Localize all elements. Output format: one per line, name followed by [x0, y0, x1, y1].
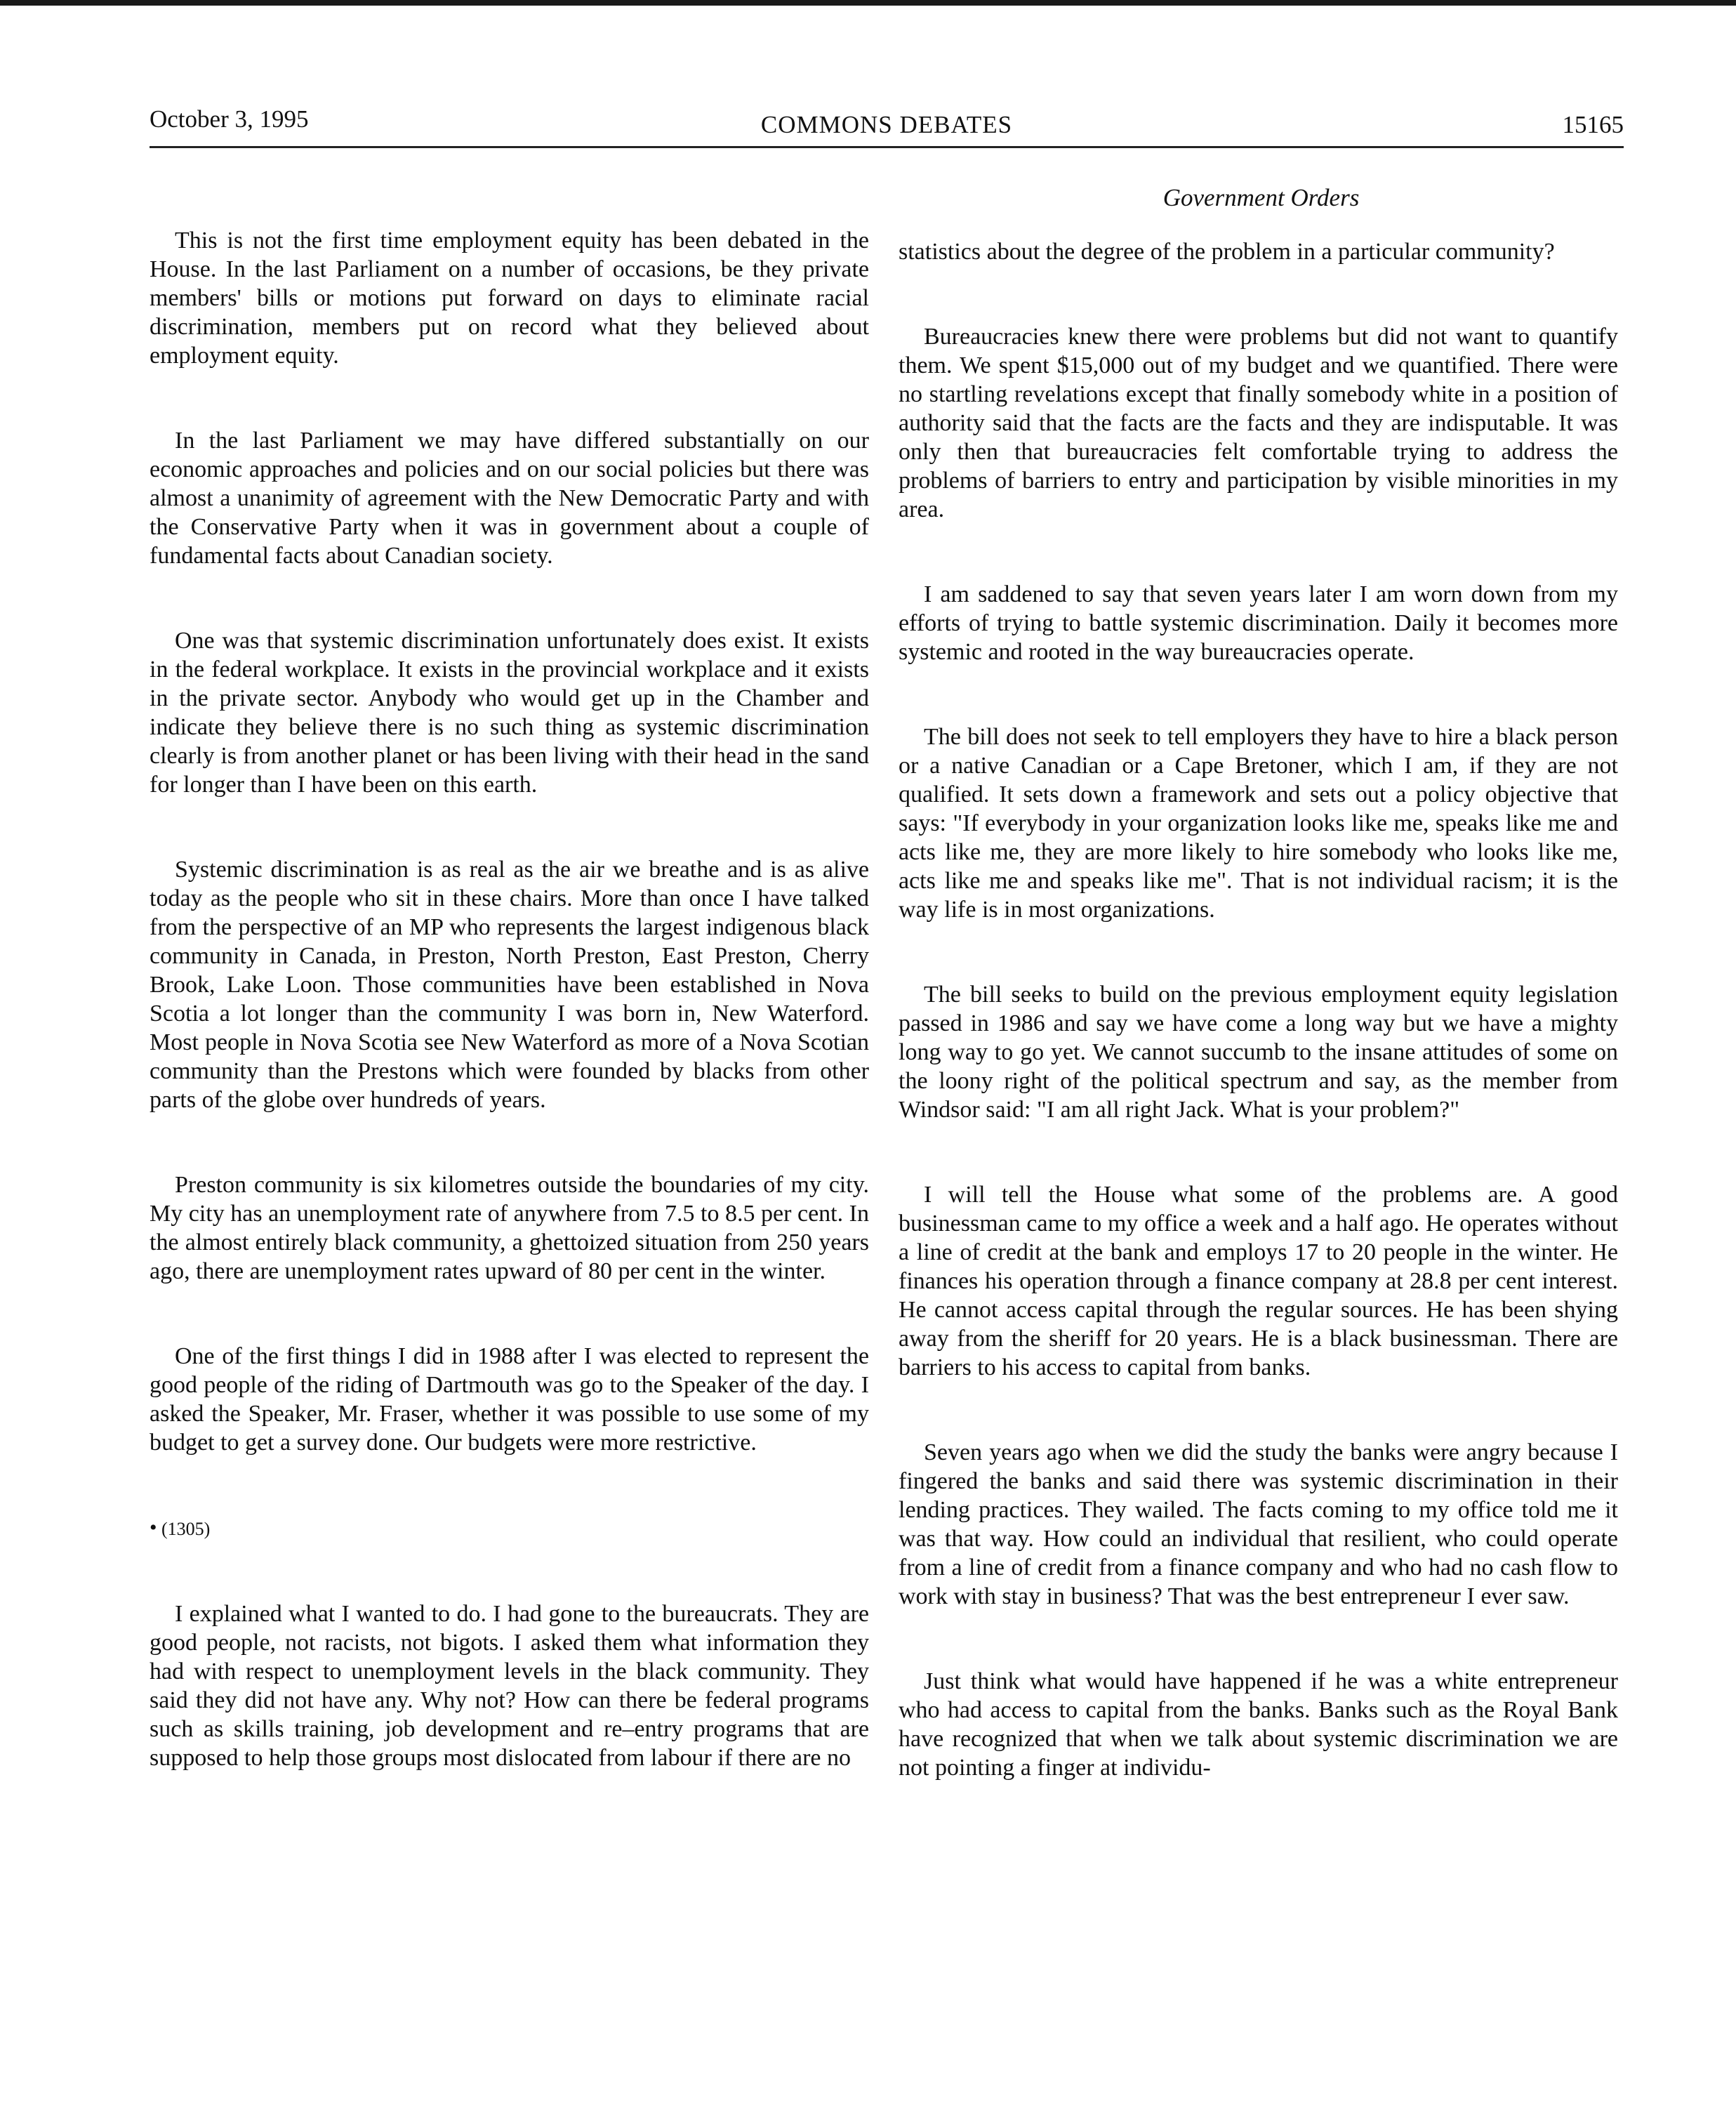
paragraph: I explained what I wanted to do. I had gone to the bureaucrats. They are good people, not racists, not bigots. I asked them what information they had with respect to unemployment levels in the black community. They said they did not have any. Why not? How can there be federal programs such as skills training, job development and re–entry programs that are supposed to help those groups most dislocated from labour if there are no: [150, 1601, 869, 1771]
header-date: October 3, 1995: [150, 105, 309, 133]
paragraph: The bill seeks to build on the previous employment equity legislation passed in 1986 and say we have come a long way but we have a mighty long way to go yet. We cannot succumb to the insane attitudes of some on the loony right of the political spectrum and say, as the member from Windsor said: "I am all right Jack. What is your problem?": [899, 982, 1618, 1123]
paragraph: Systemic discrimination is as real as the air we breathe and is as alive today as the people who sit in these chairs. More than once I have talked from the perspective of an MP who represents the largest indigenous black community in Canada, in Preston, North Preston, East Preston, Cherry Brook, Lake Loon. Those communities have been established in Nova Scotia a lot longer than the community I was born in, New Waterford. Most people in Nova Scotia see New Waterford as more of a Nova Scotian community than the Prestons which were founded by blacks from other parts of the globe over hundreds of years.: [150, 857, 869, 1113]
page-header: [150, 105, 1624, 147]
timestamp-text: (1305): [161, 1519, 211, 1539]
paragraph-continuation: statistics about the degree of the problem in a particular community?: [899, 239, 1555, 265]
page-top-edge: [0, 0, 1736, 6]
header-rule: [150, 146, 1624, 148]
paragraph: In the last Parliament we may have differed substantially on our economic approaches and policies and on our social policies but there was almost a unanimity of agreement with the New Democratic Party and with the Conservative Party when it was in government about a couple of fundamental facts about Canadian society.: [150, 428, 869, 569]
bullet-icon: •: [150, 1516, 157, 1539]
paragraph: Preston community is six kilometres outside the boundaries of my city. My city has an unemployment rate of anywhere from 7.5 to 8.5 per cent. In the almost entirely black community, a ghettoized situation from 250 years ago, there are unemployment rates upward of 80 per cent in the winter.: [150, 1172, 869, 1284]
header-page-number: 15165: [1562, 111, 1624, 138]
paragraph: I will tell the House what some of the problems are. A good businessman came to my office a week and a half ago. He operates without a line of credit at the bank and employs 17 to 20 people in the winter. He finances his operation through a finance company at 28.8 per cent interest. He cannot access capital through the regular sources. He has been shying away from the sheriff for 20 years. He is a black businessman. There are barriers to his access to capital from banks.: [899, 1182, 1618, 1380]
paragraph: The bill does not seek to tell employers they have to hire a black person or a native Canadian or a Cape Bretoner, which I am, if they are not qualified. It sets down a framework and sets out a policy objective that says: "If everybody in your organization looks like me, speaks like me and acts like me, they are more likely to hire somebody who looks like me, acts like me and speaks like me". That is not individual racism; it is the way life is in most organizations.: [899, 724, 1618, 923]
section-title: Government Orders: [1162, 184, 1360, 211]
timestamp: [150, 1513, 869, 1543]
paragraph: One was that systemic discrimination unfortunately does exist. It exists in the federal workplace. It exists in the provincial workplace and it exists in the private sector. Anybody who would get up in the Chamber and indicate they believe there is no such thing as systemic discrimination clearly is from another planet or has been living with their head in the sand for longer than I have been on this earth.: [150, 628, 869, 798]
header-publication: COMMONS DEBATES: [760, 111, 1013, 138]
paragraph: Just think what would have happened if he was a white entrepreneur who had access to capital from the banks. Banks such as the Royal Bank have recognized that when we talk about systemic discrimination we are not pointing a finger at individu-: [899, 1668, 1618, 1781]
paragraph: Seven years ago when we did the study the banks were angry because I fingered the banks and said there was systemic discrimination in their lending practices. They wailed. The facts coming to my office told me it was that way. How could an individual that resilient, who could operate from a line of credit from a finance company and who had no cash flow to work with stay in business? That was the best entrepreneur I ever saw.: [899, 1439, 1618, 1609]
paragraph: This is not the first time employment equity has been debated in the House. In the last Parliament on a number of occasions, be they private members' bills or motions put forward on days to eliminate racial discrimination, members put on record what they believed about employment equity.: [150, 227, 869, 369]
paragraph: Bureaucracies knew there were problems but did not want to quantify them. We spent $15,000 out of my budget and we quantified. There were no startling revelations except that finally somebody white in a position of authority said that the facts are the facts and they are indisputable. It was only then that bureaucracies felt comfortable trying to address the problems of barriers to entry and participation by visible minorities in my area.: [899, 324, 1618, 522]
right-column: [899, 237, 1618, 1782]
paragraph: One of the first things I did in 1988 after I was elected to represent the good people of the riding of Dartmouth was go to the Speaker of the day. I asked the Speaker, Mr. Fraser, whether it was possible to use some of my budget to get a survey done. Our budgets were more restrictive.: [150, 1343, 869, 1456]
paragraph: I am saddened to say that seven years later I am worn down from my efforts of trying to battle systemic discrimination. Daily it becomes more systemic and rooted in the way bureaucracies operate.: [899, 581, 1618, 665]
left-column: [150, 226, 869, 1772]
